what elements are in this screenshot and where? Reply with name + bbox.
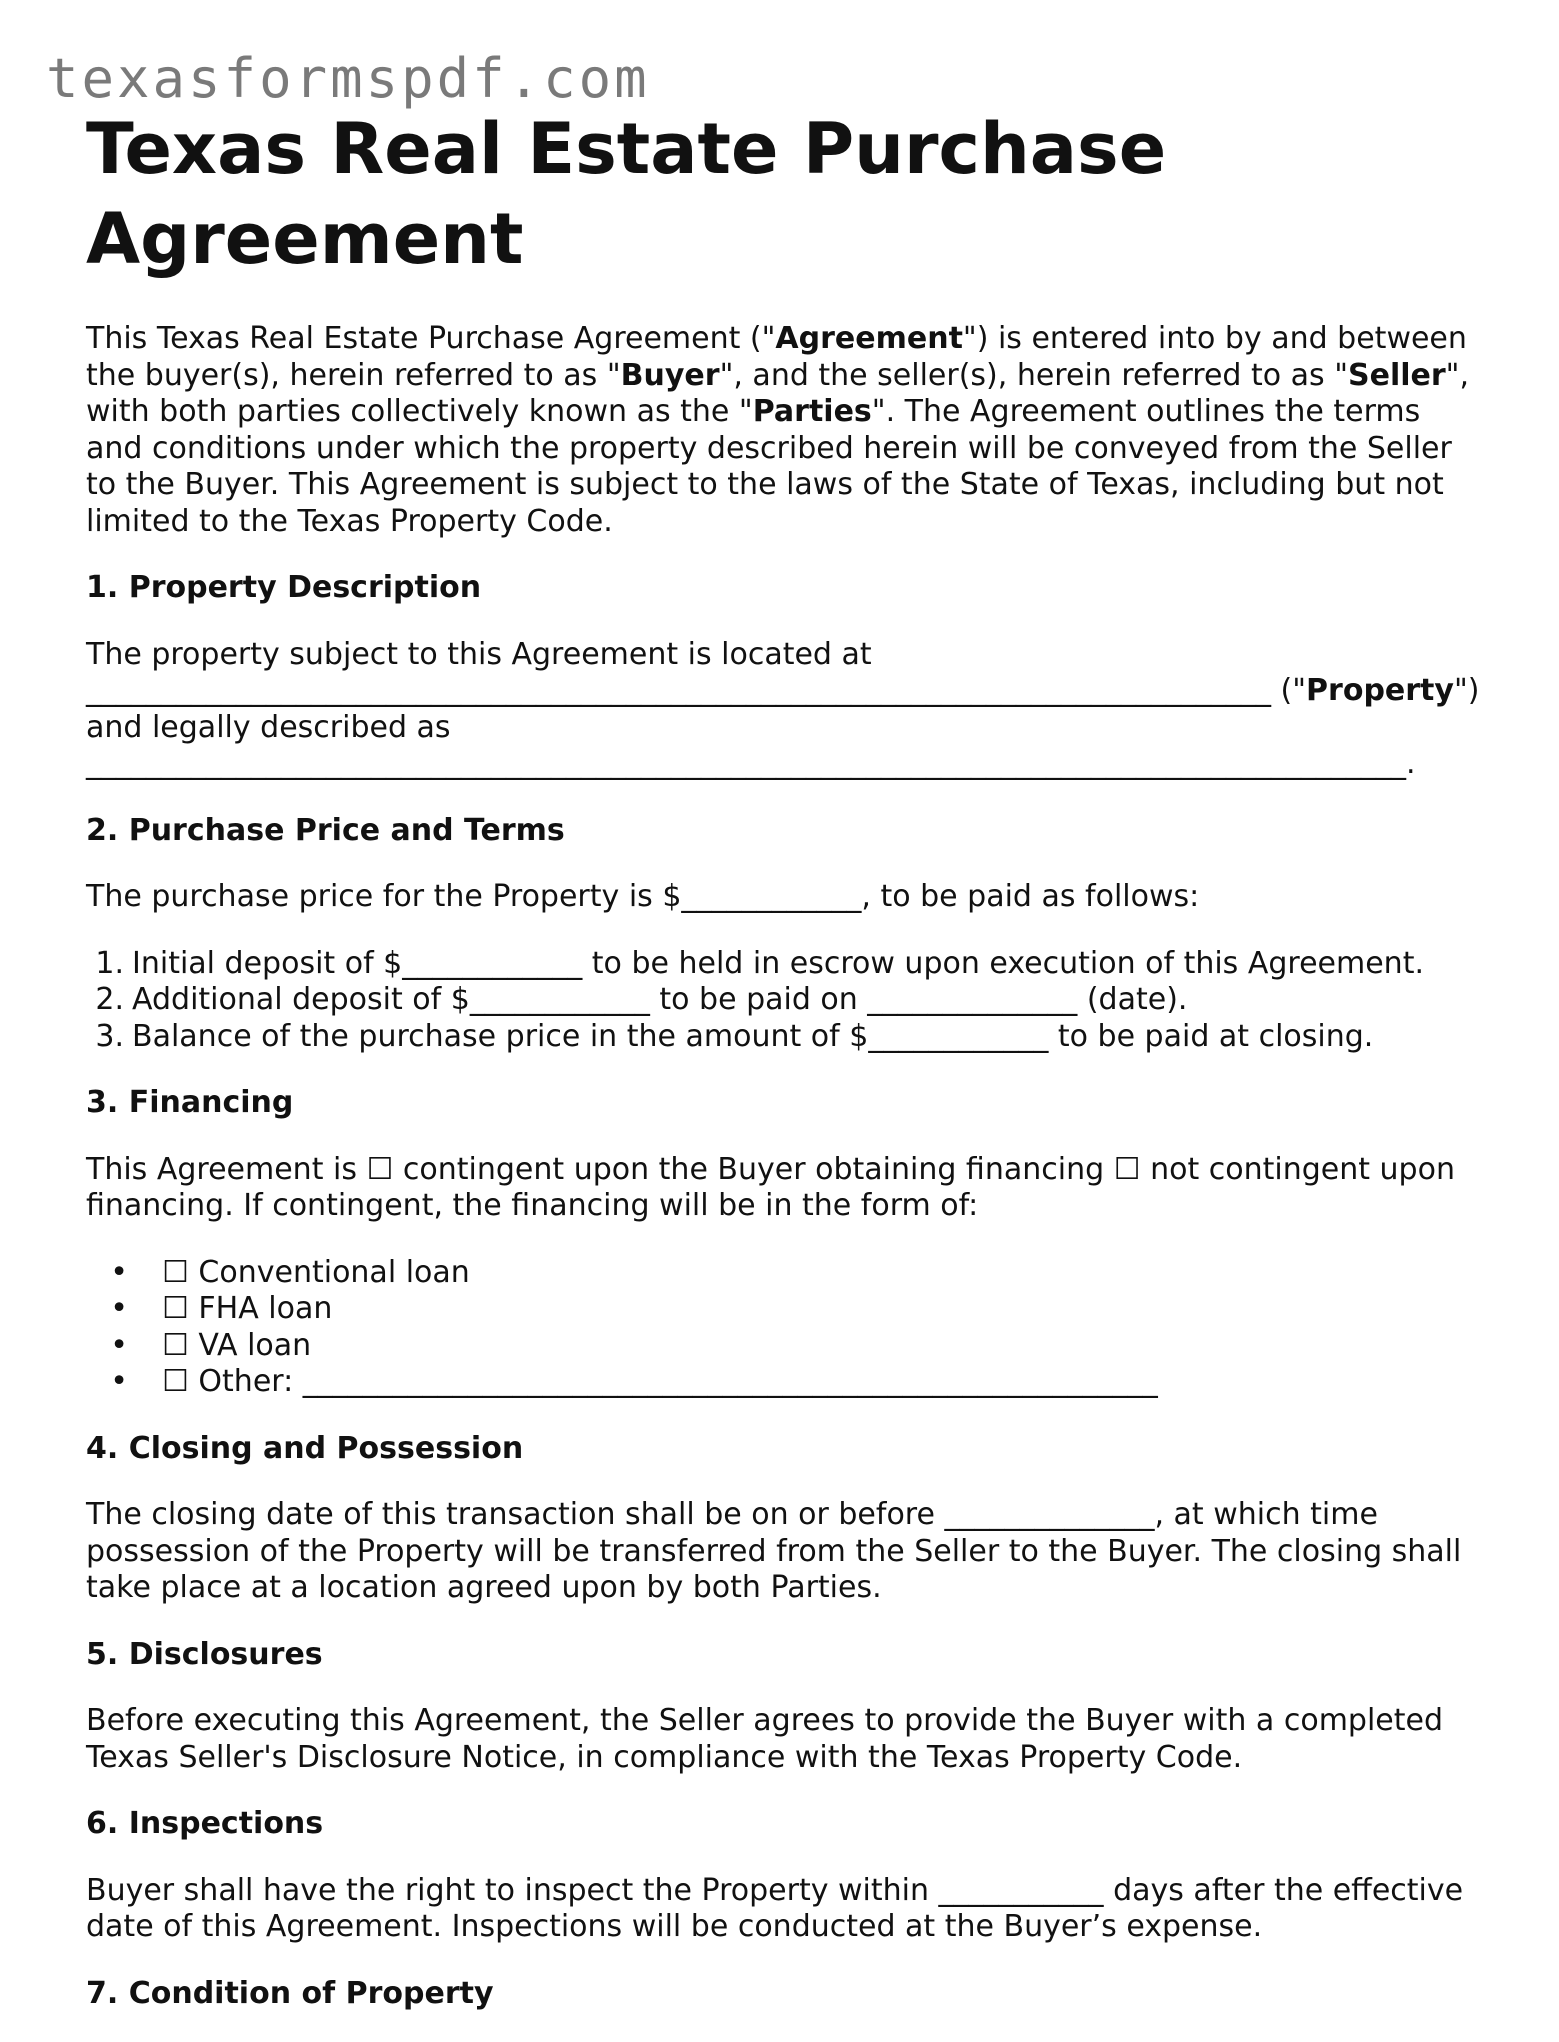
section-heading-disclosures: 5. Disclosures [86,1636,323,1672]
list-item: 1. Initial deposit of $____________ to be held in escrow upon execution of this Agreement. [95,945,1424,981]
purchase-price-text: The purchase price for the Property is $____________, to be paid as follows: [86,879,1200,914]
legal-description-label: and legally described as [86,709,451,745]
list-item: 3. Balance of the purchase price in the amount of $____________ to be paid at closing. [95,1018,1374,1054]
section-heading-closing: 4. Closing and Possession [86,1430,524,1466]
section-heading-inspections: 6. Inspections [86,1806,324,1841]
financing-contingency-text[interactable]: This Agreement is ☐ contingent upon the Buyer obtaining financing ☐ not contingent upon financing. If contingent, the financing will be in the form of: [86,1151,1455,1223]
intro-paragraph: This Texas Real Estate Purchase Agreement ("Agreement") is entered into by and between the buyer(s), herein referred to as "Buyer", and the seller(s), herein referred to as "Seller", with both parties collectively known as the "Parties". The Agreement outlines the terms and conditions under which the property described herein will be conveyed from the Seller to the Buyer. This Agreement is subject to the laws of the State of Texas, including but not limited to the Texas Property Code. [86,321,1470,539]
legal-description-field[interactable]: ________________________________________________________________________________________. [86,746,1416,781]
section-heading-financing: 3. Financing [86,1085,294,1120]
document-page [86,104,1486,2042]
list-item: 2. Additional deposit of $____________ to be paid on ______________ (date). [95,982,1188,1017]
financing-option-conventional[interactable]: • ☐ Conventional loan [86,1255,1486,1292]
property-location-label: The property subject to this Agreement is located at [86,636,872,672]
financing-option-fha[interactable]: • ☐ FHA loan [86,1291,1486,1328]
document-title: Texas Real Estate Purchase Agreement [86,108,1167,280]
section-heading-property-description: 1. Property Description [86,570,482,605]
financing-option-va[interactable]: • ☐ VA loan [86,1328,1486,1365]
section-heading-purchase-price: 2. Purchase Price and Terms [86,812,565,848]
financing-options-list [86,1255,1486,1401]
payment-terms-list [86,946,1486,1056]
closing-text: The closing date of this transaction shall be on or before ______________, at which time possession of the Property will be transferred from the Seller to the Buyer. The closing shall take place at a location agreed upon by both Parties. [86,1497,1462,1605]
inspections-text: Buyer shall have the right to inspect the Property within ___________ days after the effective date of this Agreement. Inspections will be conducted at the Buyer’s expense. [86,1872,1464,1944]
financing-option-other[interactable]: • ☐ Other: _________________________________________________________ [86,1364,1486,1401]
watermark: texasformspdf.com [46,47,650,110]
property-address-field[interactable]: _______________________________________________________________________________ ("Property") [86,673,1480,708]
section-heading-condition: 7. Condition of Property [86,1975,494,2011]
disclosures-text: Before executing this Agreement, the Seller agrees to provide the Buyer with a completed Texas Seller's Disclosure Notice, in compliance with the Texas Property Code. [86,1703,1444,1775]
